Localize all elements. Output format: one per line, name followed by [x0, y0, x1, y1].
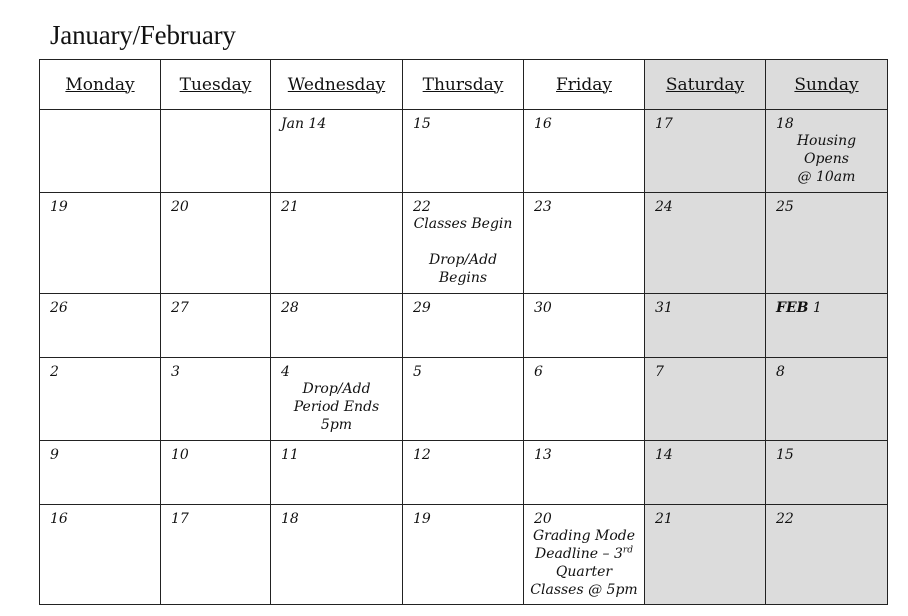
day-number: 9: [50, 447, 59, 463]
event-line: Drop/Add: [428, 252, 498, 268]
day-cell: [766, 358, 888, 441]
day-number: 20: [534, 511, 552, 527]
page-title: January/February: [50, 20, 236, 50]
day-cell: [40, 441, 161, 505]
calendar-table: [39, 59, 888, 605]
day-number: 4: [281, 364, 290, 380]
day-cell: [645, 294, 766, 358]
day-cell: [161, 505, 271, 605]
day-number: 5: [413, 364, 422, 380]
day-cell: [766, 441, 888, 505]
day-cell: [766, 110, 888, 193]
day-cell: [161, 294, 271, 358]
day-number: 22: [776, 511, 794, 527]
day-cell: [645, 505, 766, 605]
day-cell: [40, 294, 161, 358]
day-number: 27: [171, 300, 189, 316]
day-cell: [524, 441, 645, 505]
day-cell: [766, 294, 888, 358]
day-number: 30: [534, 300, 552, 316]
day-number: 14: [655, 447, 673, 463]
day-number: 22: [413, 199, 431, 215]
event-housing-opens: [766, 132, 887, 186]
day-cell: [766, 505, 888, 605]
event-line: Period Ends: [293, 399, 380, 415]
day-number: 15: [776, 447, 794, 463]
event-line: Begins: [438, 270, 488, 286]
day-number: 23: [534, 199, 552, 215]
day-cell: [271, 294, 403, 358]
event-drop-add-begins: [403, 251, 523, 287]
header-thursday: Thursday: [403, 60, 524, 110]
day-cell: [40, 358, 161, 441]
week-row: [40, 358, 888, 441]
day-number: 10: [171, 447, 189, 463]
day-number: 2: [50, 364, 59, 380]
day-number: 18: [776, 116, 794, 132]
event-line: [524, 545, 644, 563]
day-cell: [524, 110, 645, 193]
day-cell: [40, 193, 161, 294]
day-cell: [271, 358, 403, 441]
header-monday: Monday: [40, 60, 161, 110]
day-cell: [524, 505, 645, 605]
event-line: @ 10am: [797, 169, 856, 185]
day-cell: [271, 441, 403, 505]
event-line: Classes @ 5pm: [530, 582, 638, 598]
day-number: 25: [776, 199, 794, 215]
day-cell: [403, 505, 524, 605]
day-number: 7: [655, 364, 664, 380]
day-cell: [161, 110, 271, 193]
day-number: 26: [50, 300, 68, 316]
day-cell: [40, 110, 161, 193]
event-line-text: Deadline – 3: [535, 546, 623, 562]
week-row: [40, 441, 888, 505]
event-drop-add-ends: [271, 380, 402, 434]
day-number: 29: [413, 300, 431, 316]
header-friday: Friday: [524, 60, 645, 110]
header-sunday: Sunday: [766, 60, 888, 110]
day-cell: [645, 193, 766, 294]
day-cell: [271, 110, 403, 193]
week-row: [40, 110, 888, 193]
day-number: 6: [534, 364, 543, 380]
header-wednesday: Wednesday: [271, 60, 403, 110]
day-number: 8: [776, 364, 785, 380]
day-number: 20: [171, 199, 189, 215]
event-grading-mode-deadline: [524, 527, 644, 599]
day-number: 16: [534, 116, 552, 132]
day-cell: [271, 193, 403, 294]
day-number: 17: [655, 116, 673, 132]
day-cell: [161, 358, 271, 441]
day-cell: [40, 505, 161, 605]
day-cell: [403, 294, 524, 358]
day-number: 19: [413, 511, 431, 527]
day-number: 16: [50, 511, 68, 527]
event-line: Grading Mode: [532, 528, 636, 544]
day-cell: [403, 441, 524, 505]
day-cell: [403, 358, 524, 441]
day-cell: [645, 358, 766, 441]
day-number: 12: [413, 447, 431, 463]
day-cell: [271, 505, 403, 605]
day-cell: [403, 110, 524, 193]
day-cell: [524, 193, 645, 294]
day-number: 19: [50, 199, 68, 215]
day-number: [776, 300, 887, 316]
event-classes-begin: Classes Begin: [413, 216, 513, 232]
event-line: 5pm: [320, 417, 353, 433]
day-cell: [524, 294, 645, 358]
day-number-value: 1: [812, 300, 822, 316]
day-cell: [766, 193, 888, 294]
day-number: 24: [655, 199, 673, 215]
week-row: [40, 505, 888, 605]
day-cell: [161, 193, 271, 294]
week-row: [40, 193, 888, 294]
event-line: Quarter: [555, 564, 613, 580]
day-number: 13: [534, 447, 552, 463]
day-number: 17: [171, 511, 189, 527]
header-saturday: Saturday: [645, 60, 766, 110]
day-number: Jan 14: [281, 116, 327, 132]
day-cell: [524, 358, 645, 441]
day-cell: [403, 193, 524, 294]
ordinal-suffix: rd: [622, 545, 633, 556]
event-line: Opens: [804, 151, 849, 167]
day-number: 15: [413, 116, 431, 132]
day-number: 28: [281, 300, 299, 316]
day-number: 18: [281, 511, 299, 527]
day-number: 21: [281, 199, 299, 215]
spacer: [413, 233, 523, 251]
day-cell: [645, 441, 766, 505]
header-row: [40, 60, 888, 110]
day-number: 11: [281, 447, 299, 463]
month-label-feb: FEB: [776, 300, 809, 316]
day-cell: [645, 110, 766, 193]
event-line: Housing: [796, 133, 857, 149]
day-cell: [161, 441, 271, 505]
day-number: 3: [171, 364, 180, 380]
header-tuesday: Tuesday: [161, 60, 271, 110]
event-line: Drop/Add: [302, 381, 371, 397]
day-number: 31: [655, 300, 673, 316]
week-row: [40, 294, 888, 358]
day-number: 21: [655, 511, 673, 527]
